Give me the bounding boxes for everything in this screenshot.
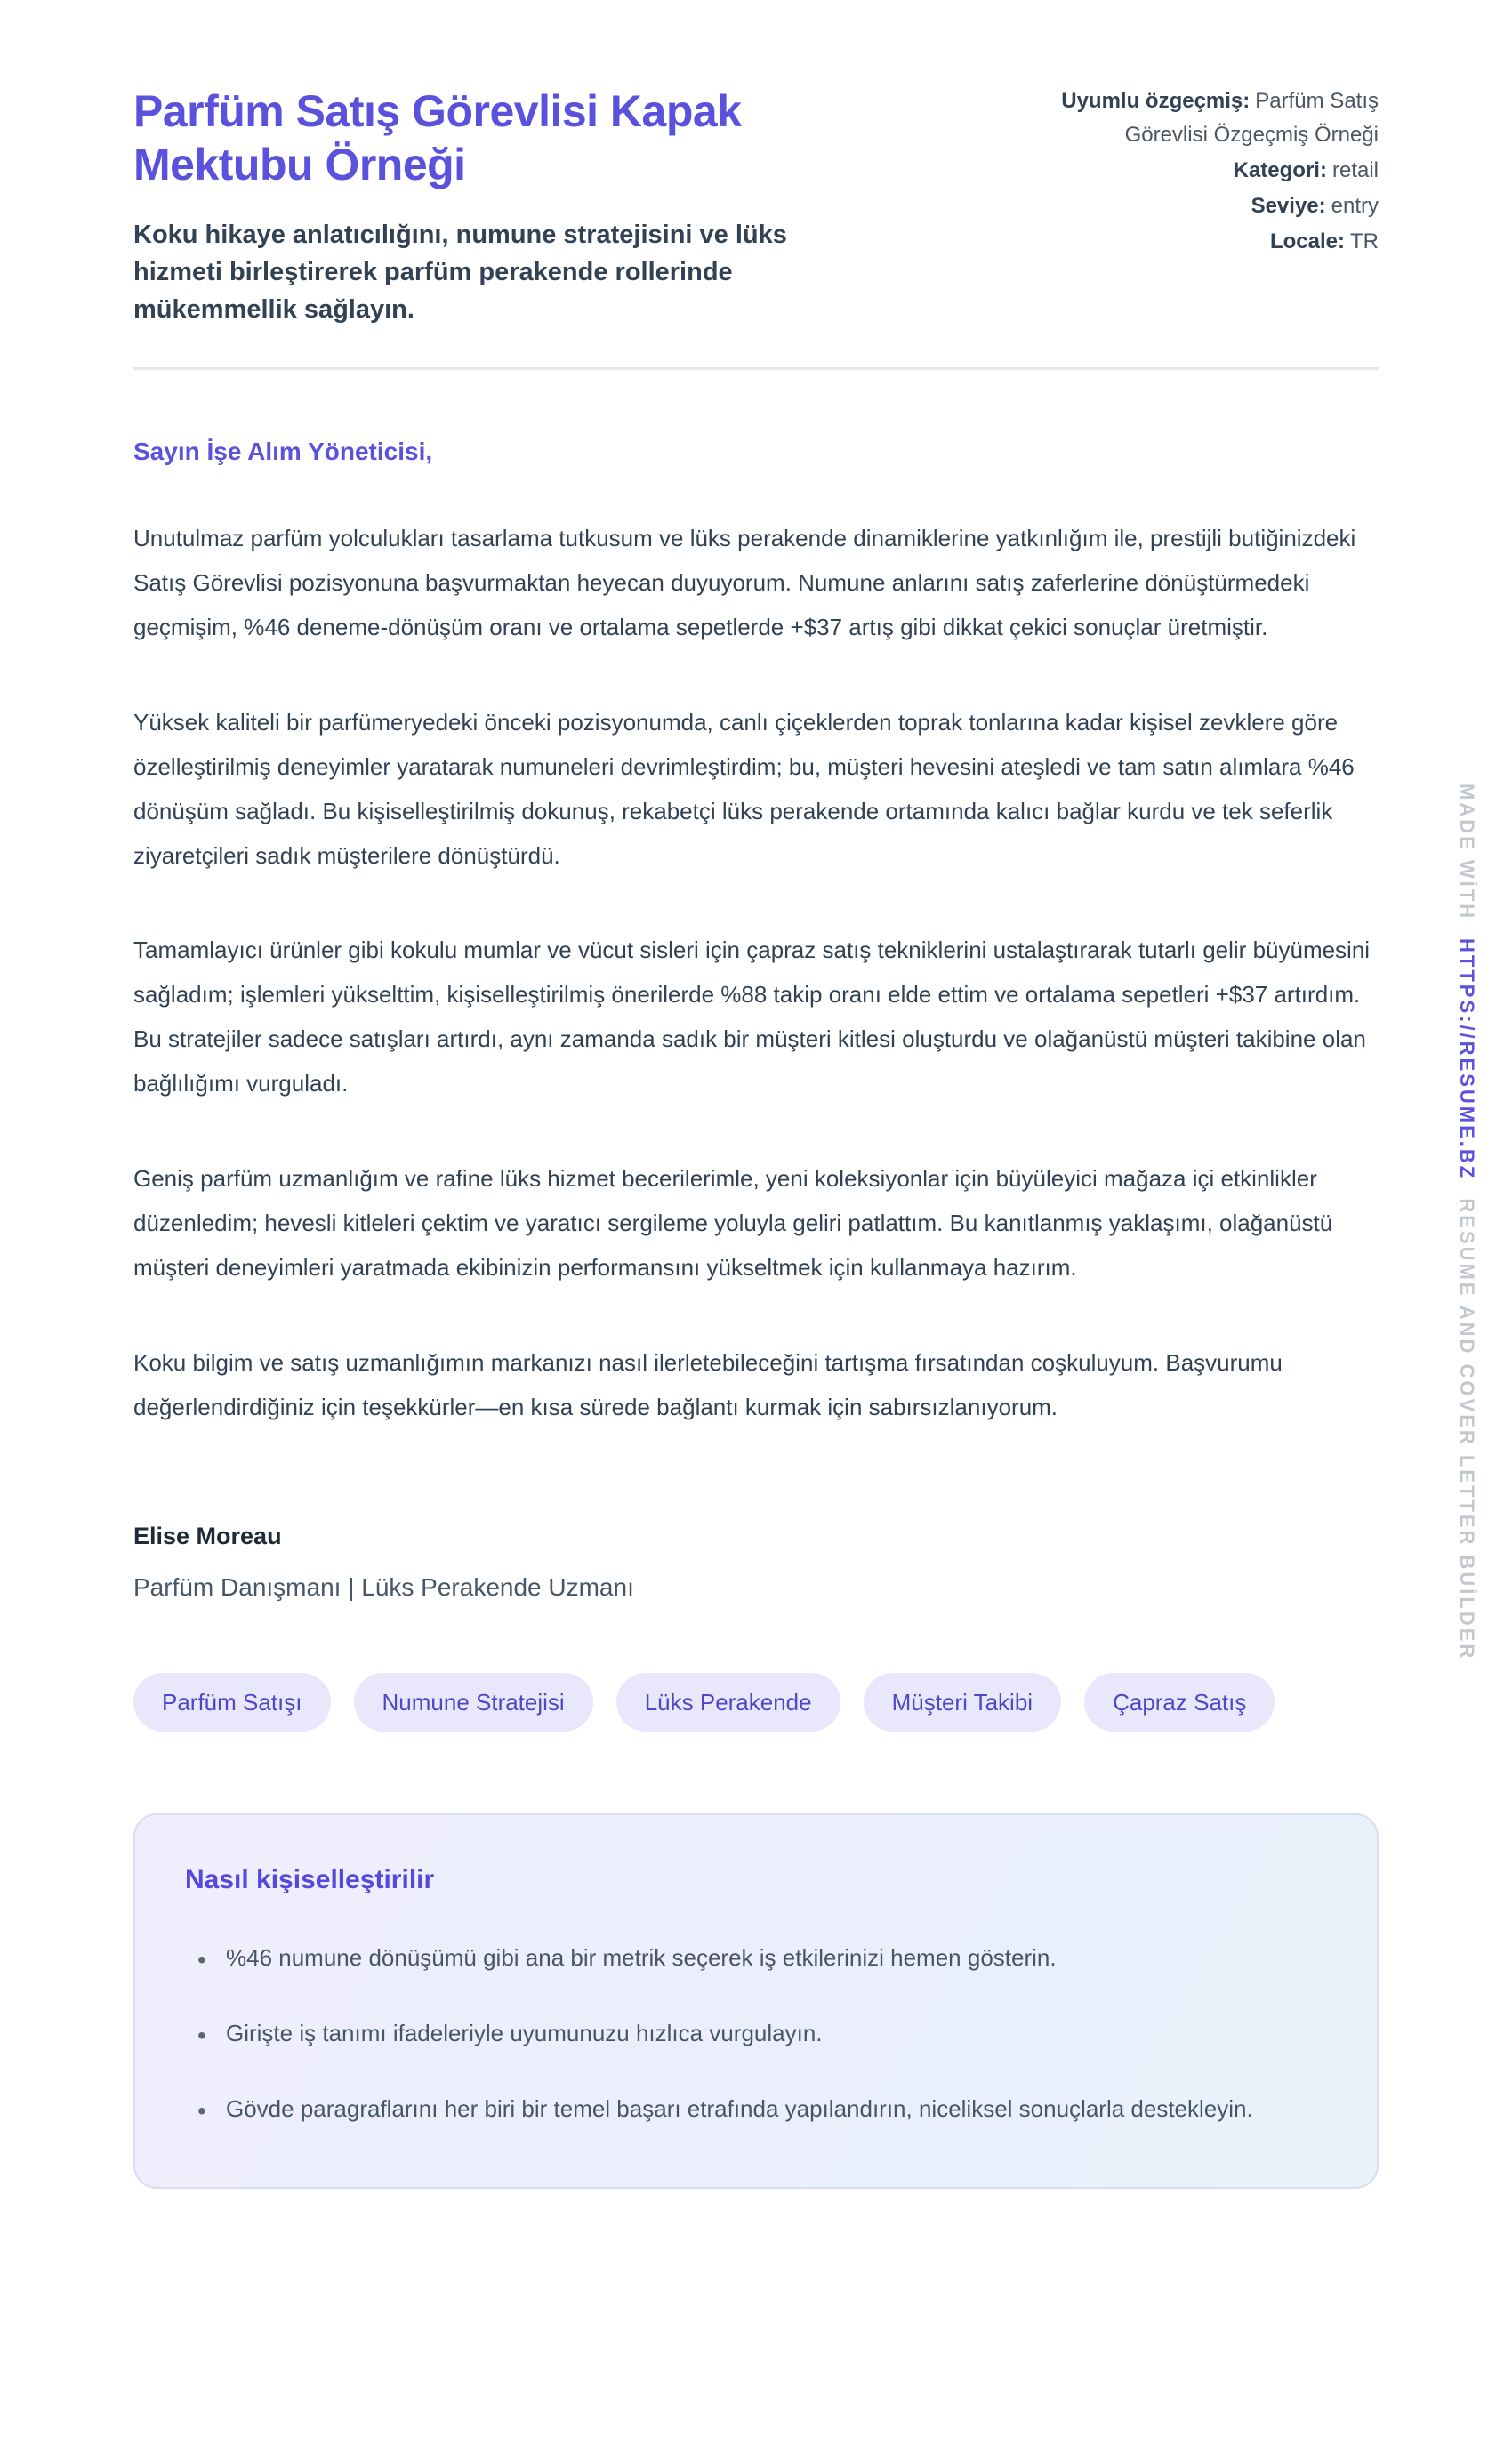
tag-chip-cross-selling[interactable]: Çapraz Satış [1084, 1673, 1275, 1732]
page-title: Parfüm Satış Görevlisi Kapak Mektubu Örneği [133, 86, 742, 189]
tag-list [133, 1673, 1379, 1732]
watermark [1455, 0, 1478, 2444]
tips-item: • Girişte iş tanımı ifadeleriyle uyumunuzu hızlıca vurgulayın. [185, 2012, 1320, 2055]
signature-title: Parfüm Danışmanı | Lüks Perakende Uzmanı [133, 1572, 634, 1601]
meta-label: Locale: [1269, 229, 1345, 253]
tips-heading: Nasıl kişiselleştirilir [185, 1864, 435, 1894]
tag-chip-customer-followup[interactable]: Müşteri Takibi [864, 1673, 1061, 1732]
meta-value: retail [1331, 157, 1379, 182]
meta-panel [1050, 84, 1379, 261]
header-divider [133, 367, 1379, 370]
title-block [133, 84, 916, 328]
page-subtitle: Koku hikaye anlatıcılığını, numune stratejisini ve lüks hizmeti birleştirerek parfüm perakende rollerinde mükemmellik sağlayın. [133, 221, 787, 325]
tips-item: • %46 numune dönüşümü gibi ana bir metrik seçerek iş etkilerinizi hemen gösterin. [185, 1936, 1320, 1980]
watermark-suffix: RESUME AND COVER LETTER BUİLDER [1456, 1198, 1478, 1661]
watermark-link[interactable]: HTTPS://RESUME.BZ [1456, 937, 1478, 1181]
letter-paragraph: Tamamlayıcı ürünler gibi kokulu mumlar ve vücut sisleri için çapraz satış tekniklerini ustalaştırarak tutarlı gelir büyümesini sağladım; işlemleri yükselttim, kişiselleştirilmiş önerilerde %88 takip oranı elde ettim ve ortalama sepetleri +$37 artırdım. Bu stratejiler sadece satışları artırdı, aynı zamanda sadık bir müşteri kitlesi oluşturdu ve olağanüstü müşteri takibine olan bağlılığımı vurguladı. [133, 937, 1371, 1097]
meta-label: Uyumlu özgeçmiş: [1061, 89, 1251, 113]
meta-value: TR [1350, 229, 1379, 253]
tag-chip-perfume-sales[interactable]: Parfüm Satışı [133, 1673, 331, 1732]
meta-row-category [1050, 154, 1379, 188]
header [133, 84, 1379, 328]
tag-chip-luxury-retail[interactable]: Lüks Perakende [616, 1673, 840, 1732]
meta-row-locale [1050, 225, 1379, 259]
letter-paragraph: Unutulmaz parfüm yolculukları tasarlama tutkusum ve lüks perakende dinamiklerine yatkınlığım ile, prestijli butiğinizdeki Satış Görevlisi pozisyonuna başvurmaktan heyecan duyuyorum. Numune anlarını satış zaferlerine dönüştürmedeki geçmişim, %46 deneme-dönüşüm oranı ve ortalama sepetlerde +$37 artış gibi dikkat çekici sonuçlar üretmiştir. [133, 525, 1356, 640]
signature-block [133, 1523, 1379, 1602]
signature-name: Elise Moreau [133, 1522, 282, 1549]
letter-paragraph: Yüksek kaliteli bir parfümeryedeki önceki pozisyonumda, canlı çiçeklerden toprak tonlarına kadar kişisel zevklere göre özelleştirilmiş deneyimler yaratarak numuneleri devrimleştirdim; bu, müşteri hevesini ateşledi ve tam satın alımlara %46 dönüşüm sağladı. Bu kişiselleştirilmiş dokunuş, rekabetçi lüks perakende ortamında kalıcı bağlar kurdu ve tek seferlik ziyaretçileri sadık müşterilere dönüştürdü. [133, 708, 1355, 869]
meta-row-matching-resume [1050, 84, 1379, 152]
tips-card [133, 1813, 1379, 2189]
letter-paragraph: Koku bilgim ve satış uzmanlığımın markanızı nasıl ilerletebileceğini tartışma fırsatından coşkuluyum. Başvurumu değerlendirdiğiniz için teşekkürler—en kısa sürede bağlantı kurmak için sabırsızlanıyorum. [133, 1348, 1283, 1420]
tag-chip-sampling-strategy[interactable]: Numune Stratejisi [354, 1673, 593, 1732]
meta-value: entry [1331, 193, 1379, 218]
tips-list [185, 1936, 1320, 2132]
meta-value: Parfüm Satış Görevlisi Özgeçmiş Örneği [1124, 89, 1379, 147]
watermark-prefix: MADE WİTH [1456, 783, 1478, 921]
meta-label: Kategori: [1233, 157, 1327, 182]
meta-label: Seviye: [1251, 193, 1326, 218]
letter-greeting: Sayın İşe Alım Yöneticisi, [133, 438, 433, 466]
tips-item: • Gövde paragraflarını her biri bir temel başarı etrafında yapılandırın, niceliksel sonuçlarla destekleyin. [185, 2087, 1320, 2131]
letter-paragraph: Geniş parfüm uzmanlığım ve rafine lüks hizmet becerilerimle, yeni koleksiyonlar için büyüleyici mağaza içi etkinlikler düzenledim; hevesli kitleleri çektim ve yaratıcı sergileme yoluyla geliri patlattım. Bu kanıtlanmış yaklaşımı, olağanüstü müşteri deneyimleri yaratmada ekibinizin performansını yükseltmek için kullanmaya hazırım. [133, 1165, 1333, 1281]
meta-row-level [1050, 189, 1379, 223]
